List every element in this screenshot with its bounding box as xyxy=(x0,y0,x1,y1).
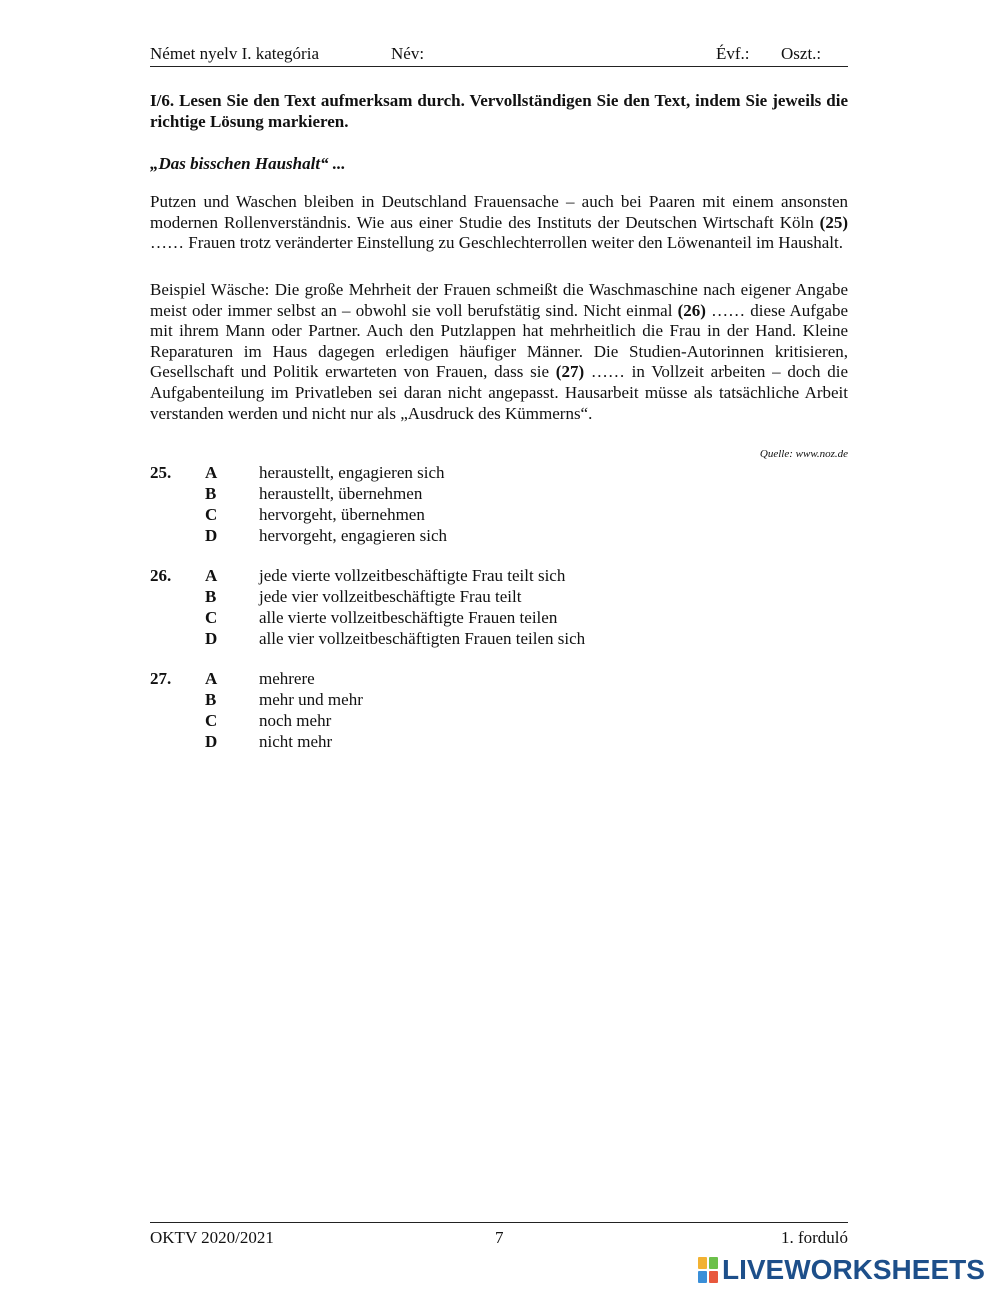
question-25 xyxy=(150,462,850,546)
option-letter: C xyxy=(205,505,218,524)
option-letter: A xyxy=(205,463,218,482)
option-letter: C xyxy=(205,711,218,730)
logo-square xyxy=(709,1257,718,1269)
option-letter: A xyxy=(205,669,218,688)
page-header xyxy=(150,44,848,67)
option-text: mehrere xyxy=(259,669,315,688)
question-number: 27. xyxy=(150,669,172,688)
option-row[interactable] xyxy=(150,668,850,689)
liveworksheets-logo[interactable] xyxy=(698,1256,985,1284)
p1-text-a: Putzen und Waschen bleiben in Deutschland Frauensache – auch bei Paaren mit einem ansonsten modernen Rollenverständnis. Wie aus einer Studie des Instituts der Deutschen Wirtschaft Köln xyxy=(150,192,848,232)
article-paragraph-1 xyxy=(150,192,848,254)
option-text: hervorgeht, engagieren sich xyxy=(259,526,448,545)
article-paragraph-2 xyxy=(150,280,848,424)
option-text: heraustellt, übernehmen xyxy=(259,484,423,503)
question-26 xyxy=(150,565,850,649)
option-text: noch mehr xyxy=(259,711,332,730)
p1-text-b: …… Frauen trotz veränderter Einstellung zu Geschlechterrollen weiter den Löwenanteil im Haushalt. xyxy=(150,233,843,253)
option-letter: B xyxy=(205,484,217,503)
logo-square xyxy=(698,1257,707,1269)
logo-text: LIVEWORKSHEETS xyxy=(722,1254,985,1285)
option-row[interactable] xyxy=(150,504,850,525)
gap-26-marker: (26) xyxy=(677,300,706,320)
option-text: alle vierte vollzeitbeschäftigte Frauen teilen xyxy=(259,608,558,627)
gap-27-marker: (27) xyxy=(555,362,585,382)
option-text: heraustellt, engagieren sich xyxy=(259,463,445,482)
p2-text-a: Beispiel Wäsche: Die große Mehrheit der Frauen schmeißt die Waschmaschine nach eigener Angabe meist oder immer selbst an – obwohl sie voll berufstätig sind. Nicht einmal xyxy=(150,280,848,320)
article-title: „Das bisschen Haushalt“ ... xyxy=(150,154,346,173)
logo-square xyxy=(709,1271,718,1283)
option-letter: D xyxy=(205,629,218,648)
option-letter: A xyxy=(205,566,218,585)
question-27 xyxy=(150,668,850,752)
p2-text-c: …… in Vollzeit arbeiten – doch die Aufgabenteilung im Privatleben sei daran nicht angepasst. Hausarbeit müsse als tatsächliche Arbeit verstanden werden und nicht nur als „Ausdruck des Kümmerns“. xyxy=(150,362,848,423)
p2-text-b: …… diese Aufgabe mit ihrem Mann oder Partner. Auch den Putzlappen hat mehrheitlich die Frau in der Hand. Kleine Reparaturen im Haus dagegen erledigen häufiger Männer. Die Studien-Autorinnen kritisieren, Gesellschaft und Politik erwarteten von Frauen, dass sie xyxy=(150,300,849,382)
option-row[interactable] xyxy=(150,586,850,607)
logo-mark-icon xyxy=(698,1257,718,1283)
logo-square xyxy=(698,1271,707,1283)
question-number: 25. xyxy=(150,463,172,482)
header-year-label: Évf.: xyxy=(716,44,750,63)
option-row[interactable] xyxy=(150,525,850,546)
header-name-label: Név: xyxy=(391,44,425,63)
option-row[interactable] xyxy=(150,607,850,628)
option-row[interactable] xyxy=(150,462,850,483)
task-instruction: I/6. Lesen Sie den Text aufmerksam durch. Vervollständigen Sie den Text, indem Sie jeweils die richtige Lösung markieren. xyxy=(150,91,848,131)
option-letter: B xyxy=(205,587,217,606)
page-footer xyxy=(150,1222,848,1247)
gap-25-marker: (25) xyxy=(819,212,848,232)
option-row[interactable] xyxy=(150,710,850,731)
header-subject: Német nyelv I. kategória xyxy=(150,44,319,63)
option-letter: B xyxy=(205,690,217,709)
option-text: jede vier vollzeitbeschäftigte Frau teilt xyxy=(259,587,522,606)
option-letter: D xyxy=(205,732,218,751)
footer-exam: OKTV 2020/2021 xyxy=(150,1228,274,1247)
article-source: Quelle: www.noz.de xyxy=(759,448,848,460)
footer-page-number: 7 xyxy=(495,1228,504,1247)
option-text: mehr und mehr xyxy=(259,690,363,709)
option-row[interactable] xyxy=(150,731,850,752)
question-number: 26. xyxy=(150,566,172,585)
option-row[interactable] xyxy=(150,628,850,649)
option-letter: C xyxy=(205,608,218,627)
option-row[interactable] xyxy=(150,483,850,504)
header-class-label: Oszt.: xyxy=(781,44,822,63)
option-row[interactable] xyxy=(150,689,850,710)
option-letter: D xyxy=(205,526,218,545)
footer-round: 1. forduló xyxy=(780,1228,848,1247)
option-text: hervorgeht, übernehmen xyxy=(259,505,425,524)
option-text: jede vierte vollzeitbeschäftigte Frau teilt sich xyxy=(259,566,566,585)
option-text: nicht mehr xyxy=(259,732,333,751)
option-text: alle vier vollzeitbeschäftigten Frauen teilen sich xyxy=(259,629,586,648)
option-row[interactable] xyxy=(150,565,850,586)
